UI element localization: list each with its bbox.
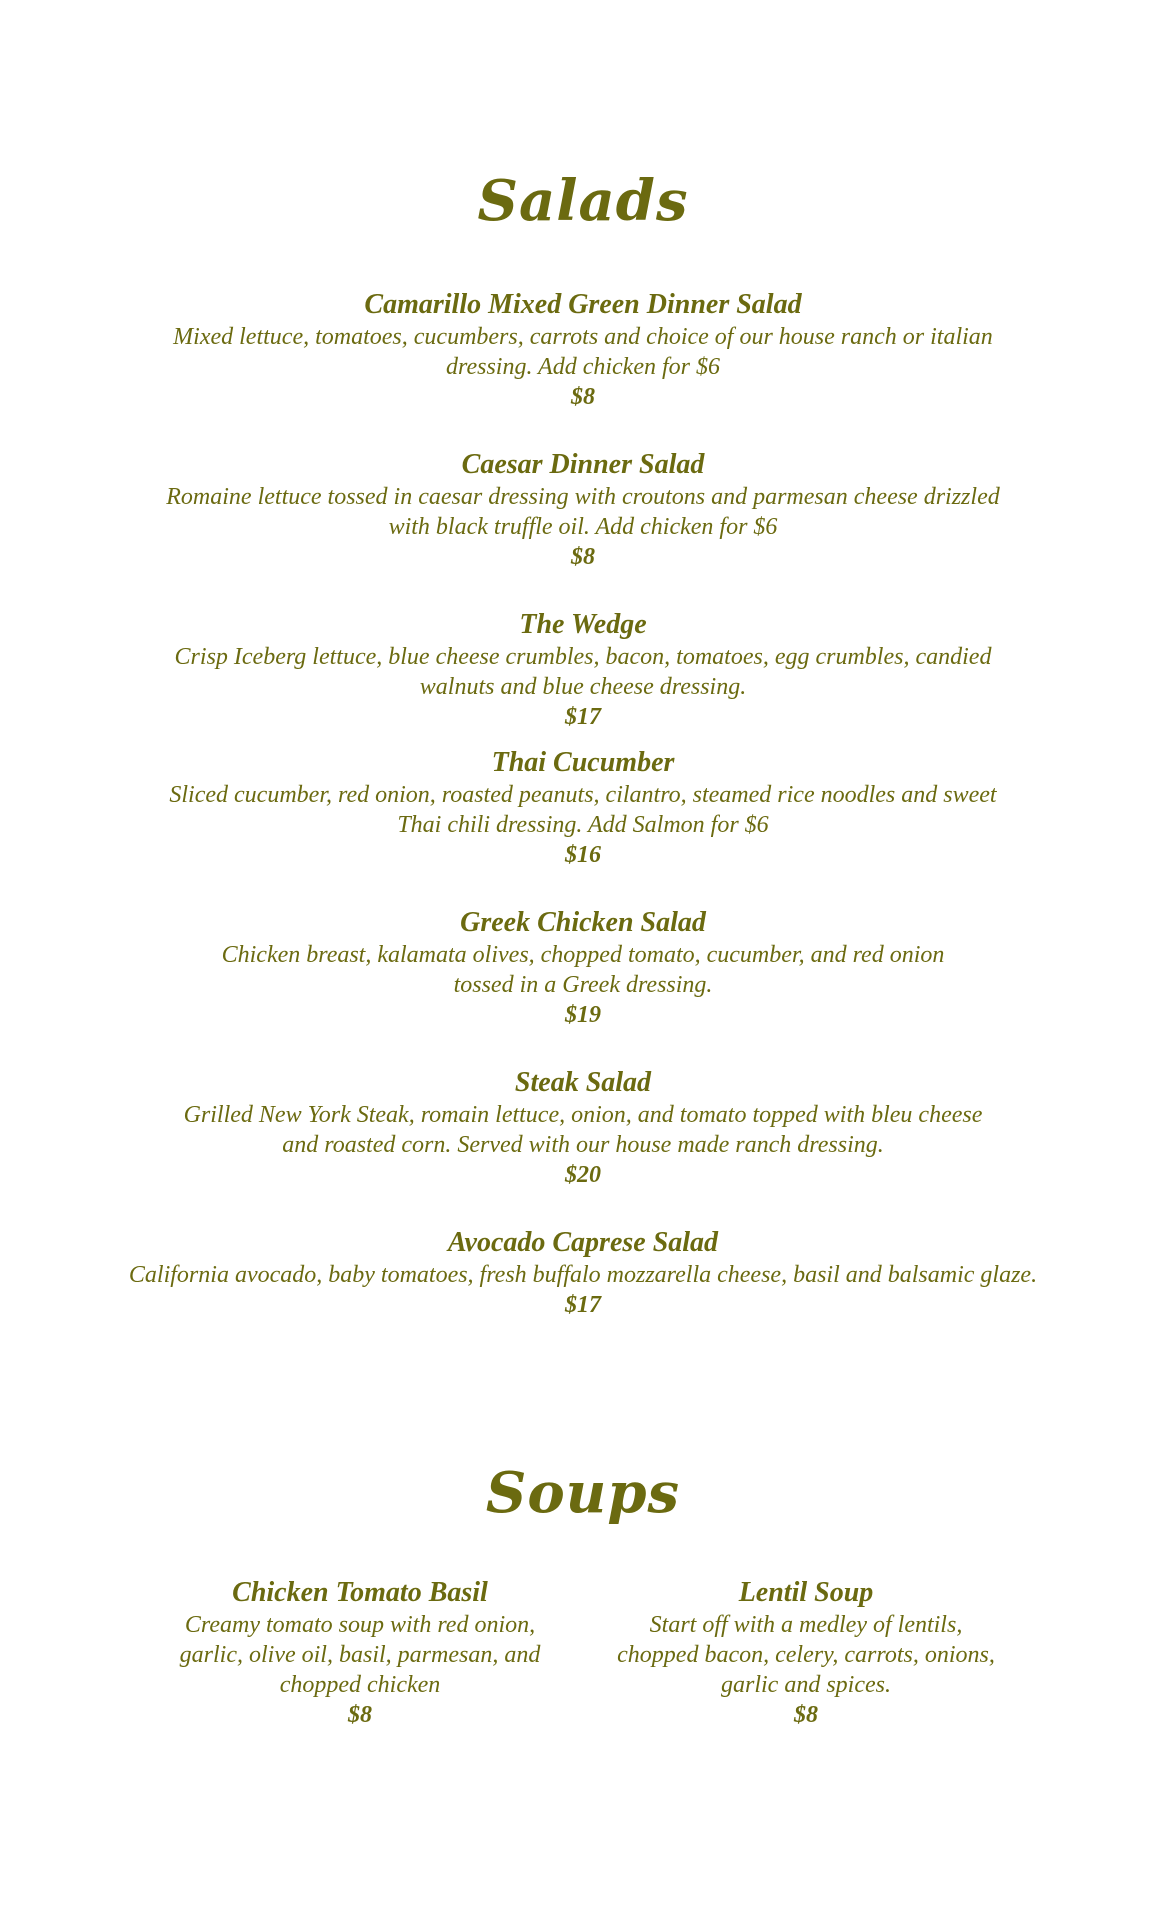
item-price: $8 — [348, 1702, 372, 1728]
item-description-line: garlic and spices. — [721, 1672, 891, 1698]
item-description-line: Start off with a medley of lentils, — [649, 1612, 963, 1638]
item-description-line: Creamy tomato soup with red onion, — [184, 1612, 536, 1638]
menu-item-caesar-dinner-salad — [150, 448, 1016, 572]
item-description-line: California avocado, baby tomatoes, fresh buffalo mozzarella cheese, basil and balsamic glaze. — [128, 1262, 1038, 1288]
item-description-line: Romaine lettuce tossed in caesar dressing with croutons and parmesan cheese drizzled — [166, 484, 1000, 510]
item-description-line: Thai chili dressing. Add Salmon for $6 — [397, 812, 769, 838]
item-description-line: Mixed lettuce, tomatoes, cucumbers, carrots and choice of our house ranch or italian — [173, 324, 993, 350]
menu-item-avocado-caprese-salad — [100, 1226, 1066, 1320]
item-price: $17 — [565, 704, 601, 730]
item-description-line: Grilled New York Steak, romain lettuce, onion, and tomato topped with bleu cheese — [183, 1102, 983, 1128]
item-description-line: with black truffle oil. Add chicken for $6 — [388, 514, 778, 540]
soups-heading: Soups — [485, 1460, 681, 1526]
item-description-line: walnuts and blue cheese dressing. — [419, 674, 747, 700]
item-price: $8 — [571, 544, 595, 570]
salads-heading: Salads — [477, 168, 689, 234]
item-description-line: tossed in a Greek dressing. — [453, 972, 713, 998]
item-price: $16 — [565, 842, 601, 868]
item-description-line: Crisp Iceberg lettuce, blue cheese crumbles, bacon, tomatoes, egg crumbles, candied — [174, 644, 992, 670]
item-name: Avocado Caprese Salad — [447, 1227, 719, 1258]
item-price: $8 — [571, 384, 595, 410]
item-name: Thai Cucumber — [491, 747, 675, 778]
item-description-line: chopped chicken — [279, 1672, 441, 1698]
item-name: Lentil Soup — [738, 1577, 874, 1608]
item-price: $19 — [565, 1002, 601, 1028]
menu-item-greek-chicken-salad — [150, 906, 1016, 1030]
menu-item-the-wedge — [150, 608, 1016, 732]
item-description-line: dressing. Add chicken for $6 — [446, 354, 720, 380]
item-price: $20 — [565, 1162, 601, 1188]
item-description-line: and roasted corn. Served with our house made ranch dressing. — [282, 1132, 884, 1158]
item-name: Steak Salad — [514, 1067, 652, 1098]
item-name: The Wedge — [519, 609, 647, 640]
item-name: Chicken Tomato Basil — [232, 1577, 488, 1608]
item-description-line: chopped bacon, celery, carrots, onions, — [617, 1642, 995, 1668]
item-description-line: Sliced cucumber, red onion, roasted peanuts, cilantro, steamed rice noodles and sweet — [169, 782, 997, 808]
menu-item-chicken-tomato-basil — [160, 1576, 560, 1730]
item-price: $17 — [565, 1292, 601, 1318]
menu-item-lentil-soup — [606, 1576, 1006, 1730]
item-name: Caesar Dinner Salad — [461, 449, 705, 480]
item-price: $8 — [794, 1702, 818, 1728]
item-name: Greek Chicken Salad — [460, 907, 706, 938]
item-description-line: Chicken breast, kalamata olives, chopped tomato, cucumber, and red onion — [221, 942, 945, 968]
item-description-line: garlic, olive oil, basil, parmesan, and — [179, 1642, 541, 1668]
menu-item-camarillo-mixed-green — [150, 288, 1016, 412]
menu-item-steak-salad — [150, 1066, 1016, 1190]
menu-item-thai-cucumber — [150, 746, 1016, 870]
item-name: Camarillo Mixed Green Dinner Salad — [364, 289, 802, 320]
